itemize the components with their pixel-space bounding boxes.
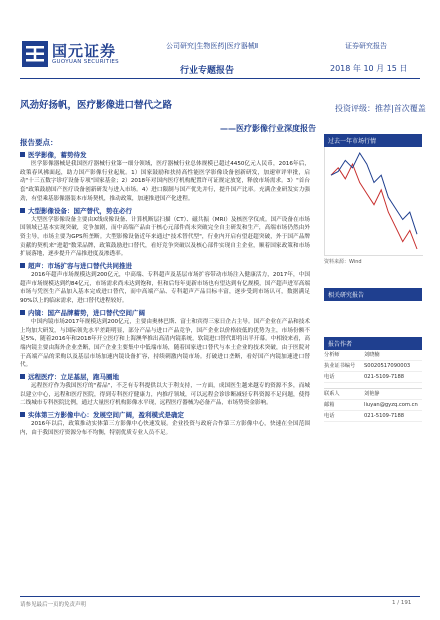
chart-source: 资料来源：Wind [324, 259, 362, 265]
bullet-square-icon [20, 310, 25, 315]
chart-svg [325, 147, 423, 255]
footer-divider [20, 596, 420, 597]
logo-text-cn: 国元证券 [52, 42, 117, 60]
analyst2-email-label: 邮箱 [324, 402, 335, 408]
analyst2-phone: 021-5109-7188 [364, 413, 405, 419]
related-reports-title: 相关研究报告 [324, 288, 422, 301]
paragraph-3: 2016年超声市场规模达到200亿元，中高端、专科超声及基层市场扩容带动市场注入健康活力，2017年，中国超声市场规模达到约84亿元，市场需求尚未达到饱和，但和后每年更新市场也有望达到有亿规模，国产超声进军高端市场与凭医生产品加入基本完成进口替代，而中高端产品、专科超声产品目标丰富，逐步受到市场认可，数据满足90%以上的临床需求，进口替代进程较好。 [20, 272, 310, 305]
analyst2-email-row [324, 400, 422, 411]
guoyuan-logo [22, 38, 142, 72]
analyst1-name-row [324, 350, 422, 361]
bullet-heading-1-text: 医学影像，蓄势待发 [28, 151, 87, 159]
analyst1-phone-row [324, 372, 422, 383]
bullet-heading-4-text: 内镜：国产品牌蓄势，进口替代空间广阔 [28, 308, 145, 317]
report-headline: 风劲好扬帆，医疗影像进口替代之路 [20, 100, 173, 111]
report-subhead: ——医疗影像行业深度报告 [220, 124, 316, 133]
paragraph-1: 医学影像器械是我国医疗器械行业第一细分领域，医疗器械行业总体规模已超过4450亿元人民币，2016年后，政策春风拂面起，助力国产影像行业起航。1）国家鼓励和扶持高性能医学影像设备创新研发，加速审评审批，启动"十三五数字诊疗设备专项"国家基金；2）2018年对国内医疗机构配置许可证规定放宽，释放市场需求。3）"首台套"政策鼓励国产医疗设备创新研发与进入市场。4）进口限制与国产优先并行，提升国产比率。充满企业研发实力强劲，有望乘基影像器装本市场契机，推动政策，加速推进国产化进程。 [20, 161, 310, 202]
analyst1-cert: S0020517090003 [364, 363, 411, 369]
analyst1-name-label: 分析师 [324, 352, 340, 358]
header-title: 行业专题报告 [180, 66, 235, 76]
chart-title: 过去一年市场行情 [324, 134, 422, 147]
bullet-heading-5 [20, 372, 310, 381]
bullet-square-icon [20, 152, 25, 157]
chart-series-line-1 [331, 164, 417, 249]
bullet-heading-5-text: 远程医疗：立足基层，跑马圈地 [28, 373, 119, 382]
bullet-square-icon [20, 374, 25, 379]
header-report-type: 证券研究报告 [345, 42, 387, 50]
bullet-heading-3-text: 超声：市场扩容与进口替代共同推进 [28, 262, 132, 271]
analyst1-name: 刘晓楠 [364, 352, 380, 358]
bullet-square-icon [20, 263, 25, 268]
investment-rating: 投资评级：推荐|首次覆盖 [335, 104, 426, 113]
analyst1-cert-row [324, 361, 422, 372]
logo-text-en: GUOYUAN SECURITIES [52, 59, 119, 65]
bullet-heading-6 [20, 410, 310, 419]
bullet-heading-2-text: 大型影像设备：国产替代，势在必行 [28, 206, 132, 215]
analyst2-name: 刘艳静 [364, 391, 380, 397]
page-number: 1 / 191 [392, 600, 412, 606]
analyst1-phone-label: 电话 [324, 374, 335, 380]
chart-series-line-2 [331, 153, 417, 234]
bullet-square-icon [20, 412, 25, 417]
side-column [324, 134, 422, 422]
paragraph-4: 中国内镜市场2017年规模达到200亿元，主要由奥林巴斯、富士和宾得三家日企占主导。国产企业在产品和技术上均加大研发，与国际领先水平差距明显，部分产品与进口产品竞争，国产企业以价格较低的优势为主，市场份额不足5%，随着2016年和2018年开立医疗和上海澳华推出高清内镜系统，软镜进口替代即将出半开幕。中相较来看，高端内镜主要由海外企业垄断，国产企业主要集中中低端市场，随着国家进口替代与本土企业的技术突破，由于医院对于高端产品的采购以及基层市场加速内镜设备扩容，持续刺激内镜市场。打破进口垄断，看好国产内镜加速进口替代。 [20, 318, 310, 369]
main-column [20, 137, 310, 438]
bullet-heading-3 [20, 261, 310, 270]
paragraph-5: 远程医疗作为我国医疗的"蓄品"，不乏有专科提供以大于利支持，一方面，成国医生越来越专的资源不多，而城以建立中心，远程和医疗医院，得到专科医疗健康力，内推疗领域，可以远程会诊诊断减轻专科资源不足问题，使得二线城市专科医院比例，通过大量医疗机构影像水平现，远程医疗器械为必备产品，市场势资金影响。 [20, 383, 310, 407]
footer-disclaimer: 请参见最后一页的免责声明 [20, 602, 87, 608]
analyst-title: 报告作者 [324, 337, 422, 350]
paragraph-2: 大型医学影像设备主要由X线成像设备、计算机断层扫描（CT）、磁共振（MRI）及核医学仪成。国产设备在市场国领域已基本实现突破，竞争加剧，而中高端产品由于核心元部件尚未突破完全自主研发和生产，高端市场仍然由外资主导，市场主要为GPS所垄断。大型影像设备近年来通过"技术替代型"，行业内开启有望赶超突破，外于国产品牌贡献的契机来"进超"数采品牌，政策鼓励进口替代，看好竞争突破以及核心部件实现自主企业，顺着国家政策和市场扩展落地，逐步提升产品推进度及渗透率。 [20, 216, 310, 258]
analyst1-phone: 021-5109-7188 [364, 374, 405, 380]
bullet-heading-4 [20, 308, 310, 317]
key-points-title: 报告要点： [20, 138, 58, 147]
analyst2-phone-label: 电话 [324, 413, 335, 419]
analyst1-cert-label: 执业证书编号 [324, 363, 356, 369]
market-chart [324, 147, 423, 256]
header-category: 公司研究|生物医药|医疗器械Ⅱ [166, 42, 259, 50]
paragraph-6: 2016年以后，政策推动实体第三方影像中心快速发展。企业投资与政府合作第三方影像中心，快速在全国范围内，由于我国医疗资源分布不均衡，特别优质专业人员不足。 [20, 421, 310, 436]
analyst2-phone-row [324, 411, 422, 422]
header-divider [20, 78, 420, 79]
header-date: 2018 年 10 月 15 日 [330, 64, 408, 73]
bullet-heading-2 [20, 206, 310, 215]
bullet-heading-1 [20, 150, 310, 159]
logo-mark-icon [22, 41, 48, 67]
analyst2-email[interactable]: liuyan@gyzq.com.cn [364, 402, 418, 408]
bullet-square-icon [20, 208, 25, 213]
analyst2-name-label: 联系人 [324, 391, 340, 397]
bullet-heading-6-text: 实体第三方影像中心：发展空间广阔，盈利模式是确定 [28, 411, 184, 420]
analyst2-name-row [324, 389, 422, 400]
